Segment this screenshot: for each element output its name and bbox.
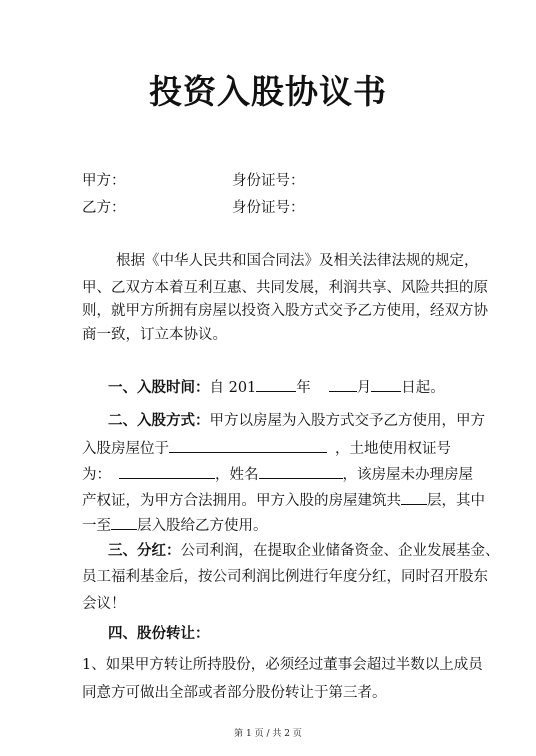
day-label: 日起。 xyxy=(401,380,445,396)
section-3-line-2: 员工福利基金后，按公司利润比例进行年度分红，同时召开股东 xyxy=(82,569,488,585)
party-b-id-label: 身份证号： xyxy=(232,200,305,216)
floor-count-blank xyxy=(401,489,427,505)
land-certificate-blank xyxy=(119,463,215,479)
section-3-text-1: 公司利润，在提取企业储备资金、企业发展基金、 xyxy=(180,543,500,559)
section-2-line-2 xyxy=(82,437,451,459)
section-2-line-4 xyxy=(82,489,485,511)
section-2-line-5 xyxy=(82,514,268,536)
section-2-text-3b: ，姓名 xyxy=(215,467,259,483)
section-3-line-1 xyxy=(108,541,500,561)
section-3-heading: 三、分红： xyxy=(108,543,181,559)
section-4-item-1-line-2: 同意方可做出全部或者部分股份转让于第三者。 xyxy=(82,685,387,701)
preamble-line-4: 商一致，订立本协议。 xyxy=(82,327,227,343)
section-4-item-1-line-1: 1、如果甲方转让所持股份，必须经过董事会超过半数以上成员 xyxy=(82,657,483,673)
section-1-line xyxy=(108,376,445,398)
name-blank xyxy=(259,463,343,479)
document-title: 投资入股协议书 xyxy=(149,72,387,111)
section-2-text-2a: 入股房屋位于 xyxy=(82,441,169,457)
month-blank xyxy=(329,376,357,392)
section-2-text-5b: 层入股给乙方使用。 xyxy=(137,518,268,534)
month-label: 月 xyxy=(356,380,372,396)
floors-invested-blank xyxy=(111,514,137,530)
section-1-text: 自 201 xyxy=(209,380,257,396)
party-a-label: 甲方： xyxy=(82,173,126,189)
section-2-text-3c: ，该房屋未办理房屋 xyxy=(342,467,473,483)
section-2-heading: 二、入股方式： xyxy=(108,413,210,429)
section-2-text-4a: 产权证，为甲方合法拥用。甲方入股的房屋建筑共 xyxy=(82,493,401,509)
section-2-line-3 xyxy=(82,463,473,485)
property-location-blank xyxy=(169,437,327,453)
preamble-line-3: 则，就甲方所拥有房屋以投资入股方式交予乙方使用，经双方协 xyxy=(82,303,488,319)
section-2-line-1 xyxy=(108,411,485,431)
section-1-heading: 一、入股时间： xyxy=(108,380,210,396)
year-blank xyxy=(256,376,296,392)
section-2-text-5a: 一至 xyxy=(82,518,111,534)
section-2-text-3a: 为： xyxy=(82,467,111,483)
section-4-heading: 四、股份转让： xyxy=(108,626,210,642)
section-2-text-2b: ，土地使用权证号 xyxy=(335,441,451,457)
section-3-line-3: 会议！ xyxy=(82,596,126,612)
preamble-line-1: 根据《中华人民共和国合同法》及相关法律法规的规定， xyxy=(116,253,479,269)
year-label: 年 xyxy=(296,380,311,396)
party-a-id-label: 身份证号： xyxy=(232,173,305,189)
day-blank xyxy=(371,376,401,392)
section-2-text-4b: 层，其中 xyxy=(427,493,485,509)
preamble-line-2: 甲、乙双方本着互利互惠、共同发展，利润共享、风险共担的原 xyxy=(82,280,488,296)
section-2-text-1: 甲方以房屋为入股方式交予乙方使用，甲方 xyxy=(209,413,485,429)
party-b-label: 乙方： xyxy=(82,200,126,216)
page-footer: 第 1 页 / 共 2 页 xyxy=(234,729,302,739)
